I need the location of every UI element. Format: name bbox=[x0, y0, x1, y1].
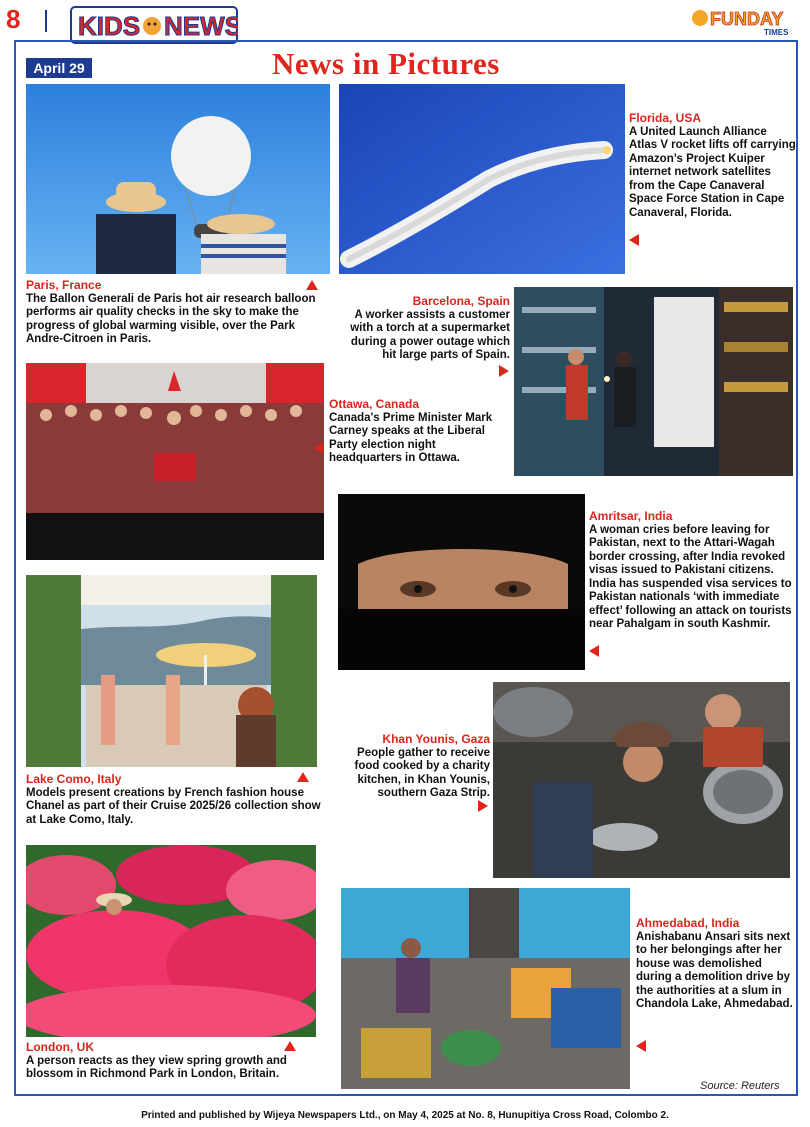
pointer-arrow-icon bbox=[499, 365, 509, 377]
story-ahmedabad bbox=[636, 917, 796, 1012]
story-caption: The Ballon Generali de Paris hot air research balloon performs air quality checks in the sky to make the progress of global warming visible, over the Park Andre-Citroen in Paris. bbox=[26, 292, 316, 345]
photo-lake-como-fashion bbox=[26, 575, 317, 767]
photo-amritsar-woman bbox=[338, 494, 585, 670]
story-amritsar bbox=[589, 510, 794, 632]
story-barcelona bbox=[340, 295, 510, 363]
pointer-arrow-icon bbox=[306, 280, 318, 290]
logo-text-kids: KIDS bbox=[78, 11, 141, 41]
logo-text-news: NEWS bbox=[164, 11, 238, 41]
story-caption: Canada's Prime Minister Mark Carney speaks at the Liberal Party election night headquarters in Ottawa. bbox=[329, 411, 493, 464]
funday-text: FUNDAY bbox=[710, 9, 784, 29]
photo-london-blossom bbox=[26, 845, 316, 1037]
story-location: London, UK bbox=[26, 1040, 94, 1054]
pointer-arrow-icon bbox=[636, 1040, 646, 1052]
story-ottawa bbox=[329, 398, 497, 466]
photo-gaza-food bbox=[493, 682, 790, 878]
story-location: Florida, USA bbox=[629, 111, 702, 125]
story-location: Paris, France bbox=[26, 278, 102, 292]
pointer-arrow-icon bbox=[629, 234, 639, 246]
header-divider bbox=[45, 10, 47, 32]
times-text: TIMES bbox=[764, 28, 789, 37]
story-location: Ottawa, Canada bbox=[329, 397, 420, 411]
story-caption: Models present creations by French fashion house Chanel as part of their Cruise 2025/26 collection show at Lake Como, Italy. bbox=[26, 786, 321, 826]
pointer-arrow-icon bbox=[284, 1041, 296, 1051]
photo-ottawa-carney bbox=[26, 363, 324, 560]
story-paris bbox=[26, 279, 326, 347]
photo-florida-rocket bbox=[339, 84, 625, 274]
story-florida bbox=[629, 112, 797, 220]
pointer-arrow-icon bbox=[314, 442, 324, 454]
story-location: Lake Como, Italy bbox=[26, 772, 122, 786]
photo-source-credit: Source: Reuters bbox=[700, 1080, 780, 1092]
pointer-arrow-icon bbox=[478, 800, 488, 812]
story-london bbox=[26, 1041, 316, 1082]
pointer-arrow-icon bbox=[297, 772, 309, 782]
photo-barcelona-supermarket bbox=[514, 287, 793, 476]
story-lake-como bbox=[26, 773, 322, 827]
story-caption: People gather to receive food cooked by a charity kitchen, in Khan Younis, southern Gaza Strip. bbox=[354, 746, 490, 799]
funday-times-logo bbox=[690, 4, 802, 38]
story-caption: A woman cries before leaving for Pakistan, next to the Attari-Wagah border crossing, after India revoked visas issued to Pakistani citizens. India has suspended visa services to Pakistan nationals ‘with immediate effect’ following an attack on tourists near Pahalgam in south Kashmir. bbox=[589, 523, 792, 630]
publisher-footer: Printed and published by Wijeya Newspapers Ltd., on May 4, 2025 at No. 8, Hunupitiya Cross Road, Colombo 2. bbox=[141, 1110, 669, 1121]
date-badge: April 29 bbox=[26, 58, 92, 78]
story-location: Khan Younis, Gaza bbox=[382, 732, 490, 746]
photo-paris-balloon bbox=[26, 84, 330, 274]
photo-ahmedabad-belongings bbox=[341, 888, 630, 1089]
story-caption: A person reacts as they view spring growth and blossom in Richmond Park in London, Britain. bbox=[26, 1054, 287, 1080]
story-location: Barcelona, Spain bbox=[412, 294, 510, 308]
story-caption: Anishabanu Ansari sits next to her belongings after her house was demolished during a demolition drive by the authorities at a slum in Chandola Lake, Ahmedabad. bbox=[636, 930, 793, 1010]
page-number: 8 bbox=[6, 4, 21, 34]
page-title: News in Pictures bbox=[272, 46, 500, 81]
story-gaza bbox=[340, 733, 490, 801]
story-caption: A United Launch Alliance Atlas V rocket lifts off carrying Amazon’s Project Kuiper internet network satellites from the Cape Canaveral Space Force Station in Cape Canaveral, Florida. bbox=[629, 125, 796, 219]
story-caption: A worker assists a customer with a torch at a supermarket during a power outage which hit large parts of Spain. bbox=[350, 308, 510, 361]
story-location: Ahmedabad, India bbox=[636, 916, 740, 930]
kids-news-logo bbox=[70, 6, 238, 44]
story-location: Amritsar, India bbox=[589, 509, 673, 523]
pointer-arrow-icon bbox=[589, 645, 599, 657]
